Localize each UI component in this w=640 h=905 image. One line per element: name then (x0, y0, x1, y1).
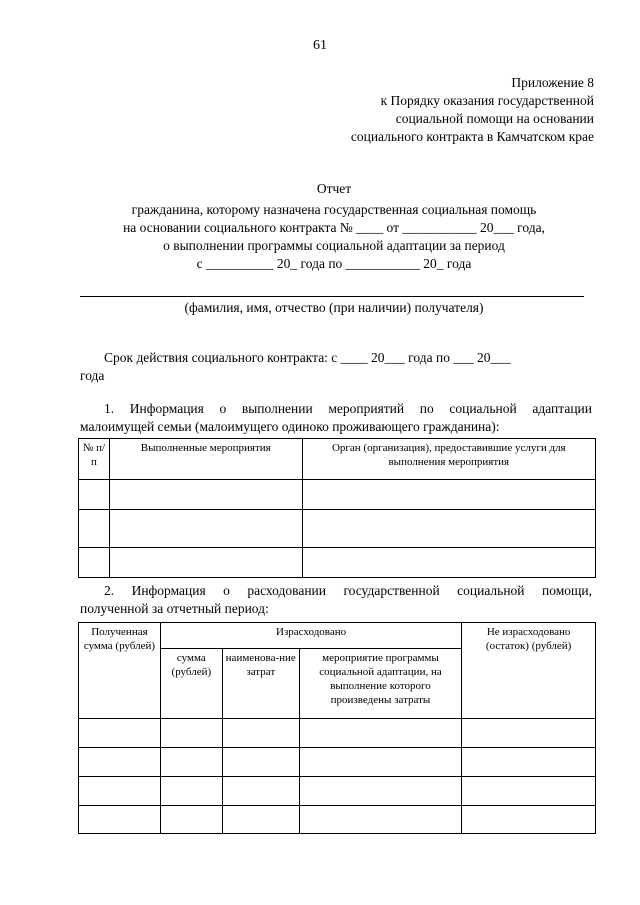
appendix-line: социального контракта в Камчатском крае (350, 129, 594, 144)
appendix-line: Приложение 8 (511, 75, 594, 90)
section2-line: полученной за отчетный период: (80, 601, 269, 616)
section1-line: 1. Информация о выполнении мероприятий по социальной адаптации (104, 401, 592, 416)
header-spent: Израсходовано (160, 623, 461, 649)
appendix-line: социальной помощи на основании (395, 111, 594, 126)
table-row (79, 548, 596, 578)
section1-line: малоимущей семьи (малоимущего одиноко проживающего гражданина): (80, 419, 500, 434)
table-row (79, 719, 596, 748)
table-row (79, 480, 596, 510)
contract-term-line: года (80, 368, 105, 383)
recipient-caption: (фамилия, имя, отчество (при наличии) получателя) (184, 300, 484, 315)
header-not-spent: Не израсходовано (остаток) (рублей) (462, 623, 596, 719)
table-row (79, 748, 596, 777)
section2-line: 2. Информация о расходовании государственной социальной помощи, (104, 583, 592, 598)
contract-term-line: Срок действия социального контракта: с ____ 20___ года по ___ 20___ (104, 350, 511, 365)
report-line: гражданина, которому назначена государственная социальная помощь (131, 202, 537, 217)
section1-heading (80, 400, 592, 436)
header-received: Полученная сумма (рублей) (79, 623, 161, 719)
header-program-event: мероприятие программы социальной адаптации, на выполнение которого произведены затраты (299, 649, 462, 719)
table-row (79, 510, 596, 548)
report-line: на основании социального контракта № ____ от ___________ 20___ года, (123, 220, 545, 235)
table-row (79, 777, 596, 806)
report-line: о выполнении программы социальной адаптации за период (163, 238, 505, 253)
header-amount: сумма (рублей) (160, 649, 222, 719)
expenses-table (78, 622, 596, 834)
report-line: с __________ 20_ года по ___________ 20_ года (196, 256, 472, 271)
appendix-line: к Порядку оказания государственной (380, 93, 594, 108)
table-row (79, 806, 596, 834)
header-cost-name: наименова-ние затрат (222, 649, 299, 719)
report-subtitle (80, 201, 588, 273)
activities-table (78, 438, 596, 578)
recipient-name-line (80, 296, 584, 297)
contract-term (80, 349, 592, 385)
section2-heading (80, 582, 592, 618)
header-activities: Выполненные мероприятия (109, 439, 302, 480)
report-title: Отчет (316, 181, 352, 196)
appendix-block (351, 74, 594, 146)
page-number: 61 (313, 38, 327, 53)
header-organization: Орган (организация), предоставившие услуги для выполнения мероприятия (302, 439, 595, 480)
header-number: № п/п (79, 439, 110, 480)
